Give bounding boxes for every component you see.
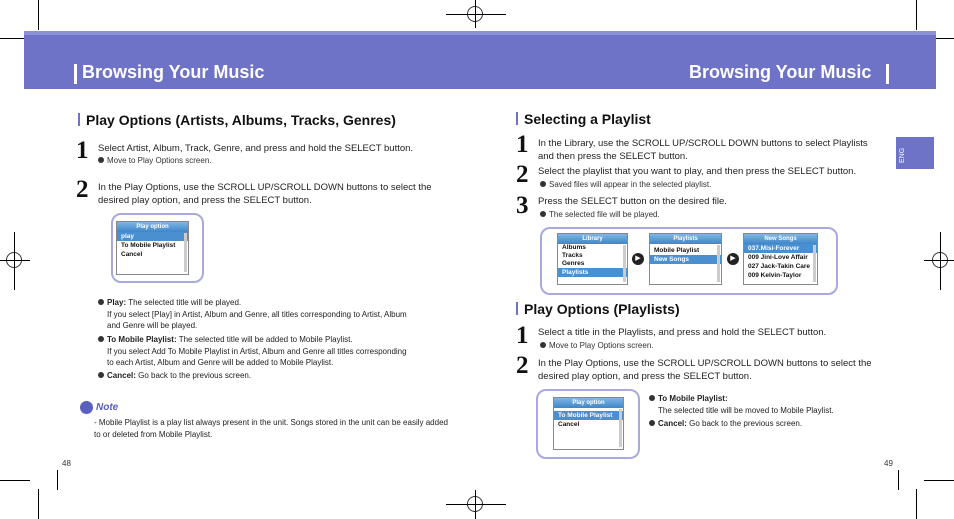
crop-mark bbox=[916, 0, 917, 30]
screen-title: Play option bbox=[117, 222, 188, 232]
left-page-title: Browsing Your Music bbox=[82, 62, 265, 82]
screen-scrollbar bbox=[813, 245, 816, 282]
page-number-left: 48 bbox=[62, 459, 71, 468]
note-text: - Mobile Playlist is a play list always present in the unit. Songs stored in the unit can be easily added to or deleted from Mobile Playlist. bbox=[94, 418, 448, 439]
bullet-icon bbox=[98, 336, 104, 342]
section-tick bbox=[516, 302, 518, 315]
right-section1-title: Selecting a Playlist bbox=[516, 111, 651, 127]
screen-item: New Songs bbox=[650, 255, 721, 264]
device-screen-play-option bbox=[116, 221, 189, 275]
screen-scrollbar bbox=[623, 245, 626, 282]
step-text: Press the SELECT button on the desired file. bbox=[538, 196, 727, 207]
registration-mark bbox=[14, 232, 15, 290]
crop-mark bbox=[57, 470, 58, 490]
device-screen-library bbox=[557, 233, 628, 285]
registration-mark bbox=[0, 260, 30, 261]
arrow-right-icon: ▶ bbox=[727, 253, 739, 265]
screen-item: Cancel bbox=[558, 421, 580, 428]
step-text: In the Play Options, use the SCROLL UP/SCROLL DOWN buttons to select the desired play option, and press the SELECT button. bbox=[538, 358, 872, 382]
crop-mark bbox=[916, 489, 917, 519]
bullet-icon bbox=[540, 342, 546, 348]
bullet-icon bbox=[98, 299, 104, 305]
screen-item: Tracks bbox=[562, 252, 583, 259]
step-text: Select Artist, Album, Track, Genre, and press and hold the SELECT button. bbox=[98, 143, 414, 154]
option-description: To Mobile Playlist: The selected title will be moved to Mobile Playlist. bbox=[649, 393, 889, 416]
left-section-title: Play Options (Artists, Albums, Tracks, Genres) bbox=[78, 112, 396, 128]
bullet-icon bbox=[649, 420, 655, 426]
option-description: To Mobile Playlist: The selected title will be added to Mobile Playlist. If you select Add To Mobile Playlist in Artist, Album and Genre all titles corresponding to each Artist, Album and Genre will be added to Mobile Playlist. bbox=[98, 334, 408, 369]
bullet-icon bbox=[98, 157, 104, 163]
step-text: In the Library, use the SCROLL UP/SCROLL DOWN buttons to select Playlists and then press the SELECT button. bbox=[538, 138, 868, 162]
crop-mark bbox=[38, 489, 39, 519]
crop-mark bbox=[898, 470, 899, 490]
option-detail: If you select Add To Mobile Playlist in Artist, Album and Genre all titles corresponding to each Artist, Album and Genre will be added to Mobile Playlist. bbox=[107, 346, 407, 367]
device-screen-playlists bbox=[649, 233, 722, 285]
note-label: Note bbox=[96, 402, 119, 413]
step-number: 1 bbox=[516, 322, 529, 349]
option-description: Cancel: Go back to the previous screen. bbox=[98, 370, 408, 382]
crop-mark bbox=[924, 480, 954, 481]
option-description: Cancel: Go back to the previous screen. bbox=[649, 418, 889, 430]
registration-mark bbox=[446, 504, 506, 505]
section-tick bbox=[516, 112, 518, 125]
step-subtext: Move to Play Options screen. bbox=[98, 156, 212, 165]
screen-item: Cancel bbox=[121, 251, 143, 258]
step-subtext: Saved files will appear in the selected playlist. bbox=[540, 180, 711, 189]
registration-mark bbox=[475, 0, 476, 28]
crop-mark bbox=[0, 480, 30, 481]
bullet-icon bbox=[540, 181, 546, 187]
screen-title: Play option bbox=[554, 398, 623, 408]
option-detail: If you select [Play] in Artist, Album and Genre, all titles corresponding to Artist, Album and Genre will be played. bbox=[107, 309, 407, 330]
screen-item: 037.Misi-Forever bbox=[744, 244, 817, 253]
step-subtext: The selected file will be played. bbox=[540, 210, 660, 219]
device-screen-play-option bbox=[553, 397, 624, 450]
screen-item: To Mobile Playlist bbox=[121, 242, 176, 249]
step-number: 1 bbox=[76, 137, 89, 164]
screen-scrollbar bbox=[619, 409, 622, 447]
right-section2-title: Play Options (Playlists) bbox=[516, 301, 680, 317]
step-text: Select a title in the Playlists, and press and hold the SELECT button. bbox=[538, 327, 827, 338]
bullet-icon bbox=[649, 395, 655, 401]
step-number: 3 bbox=[516, 192, 529, 219]
screen-item: Playlists bbox=[558, 268, 627, 277]
step-subtext: Move to Play Options screen. bbox=[540, 341, 654, 350]
language-tab-label: ENG bbox=[899, 147, 906, 163]
screen-item: Albums bbox=[562, 244, 586, 251]
screen-title: Playlists bbox=[650, 234, 721, 244]
screen-item: play bbox=[117, 232, 188, 241]
page-number-right: 49 bbox=[884, 459, 893, 468]
screen-item: 009 Jini-Love Affair bbox=[748, 254, 808, 261]
option-description: Play: The selected title will be played. If you select [Play] in Artist, Album and Genre, all titles corresponding to Artist, Album and Genre will be played. bbox=[98, 297, 408, 332]
screen-title: Library bbox=[558, 234, 627, 244]
bullet-icon bbox=[98, 372, 104, 378]
registration-mark bbox=[475, 490, 476, 519]
header-bar-right bbox=[886, 64, 889, 84]
screen-item: To Mobile Playlist bbox=[554, 411, 623, 420]
step-number: 2 bbox=[516, 161, 529, 188]
screen-title: New Songs bbox=[744, 234, 817, 244]
registration-mark bbox=[940, 232, 941, 290]
screen-item: Genres bbox=[562, 260, 585, 267]
right-page-title: Browsing Your Music bbox=[689, 62, 872, 82]
screen-item: 009 Kelvin-Taylor bbox=[748, 272, 802, 279]
screen-scrollbar bbox=[184, 233, 187, 272]
step-number: 1 bbox=[516, 131, 529, 158]
device-screen-new-songs bbox=[743, 233, 818, 285]
note-icon bbox=[80, 401, 93, 414]
bullet-icon bbox=[540, 211, 546, 217]
registration-mark bbox=[446, 14, 506, 15]
step-text: Select the playlist that you want to play, and then press the SELECT button. bbox=[538, 166, 857, 177]
crop-mark bbox=[38, 0, 39, 30]
header-bar-left bbox=[74, 64, 77, 84]
screen-item: 027 Jack-Takin Care bbox=[748, 263, 811, 270]
section-tick bbox=[78, 113, 80, 126]
screen-item: Mobile Playlist bbox=[654, 247, 700, 254]
step-text: In the Play Options, use the SCROLL UP/SCROLL DOWN buttons to select the desired play option, and press the SELECT button. bbox=[98, 182, 432, 206]
step-number: 2 bbox=[76, 176, 89, 203]
registration-mark bbox=[924, 260, 954, 261]
option-detail: The selected title will be moved to Mobile Playlist. bbox=[658, 405, 834, 415]
arrow-right-icon: ▶ bbox=[632, 253, 644, 265]
step-number: 2 bbox=[516, 352, 529, 379]
screen-scrollbar bbox=[717, 245, 720, 282]
